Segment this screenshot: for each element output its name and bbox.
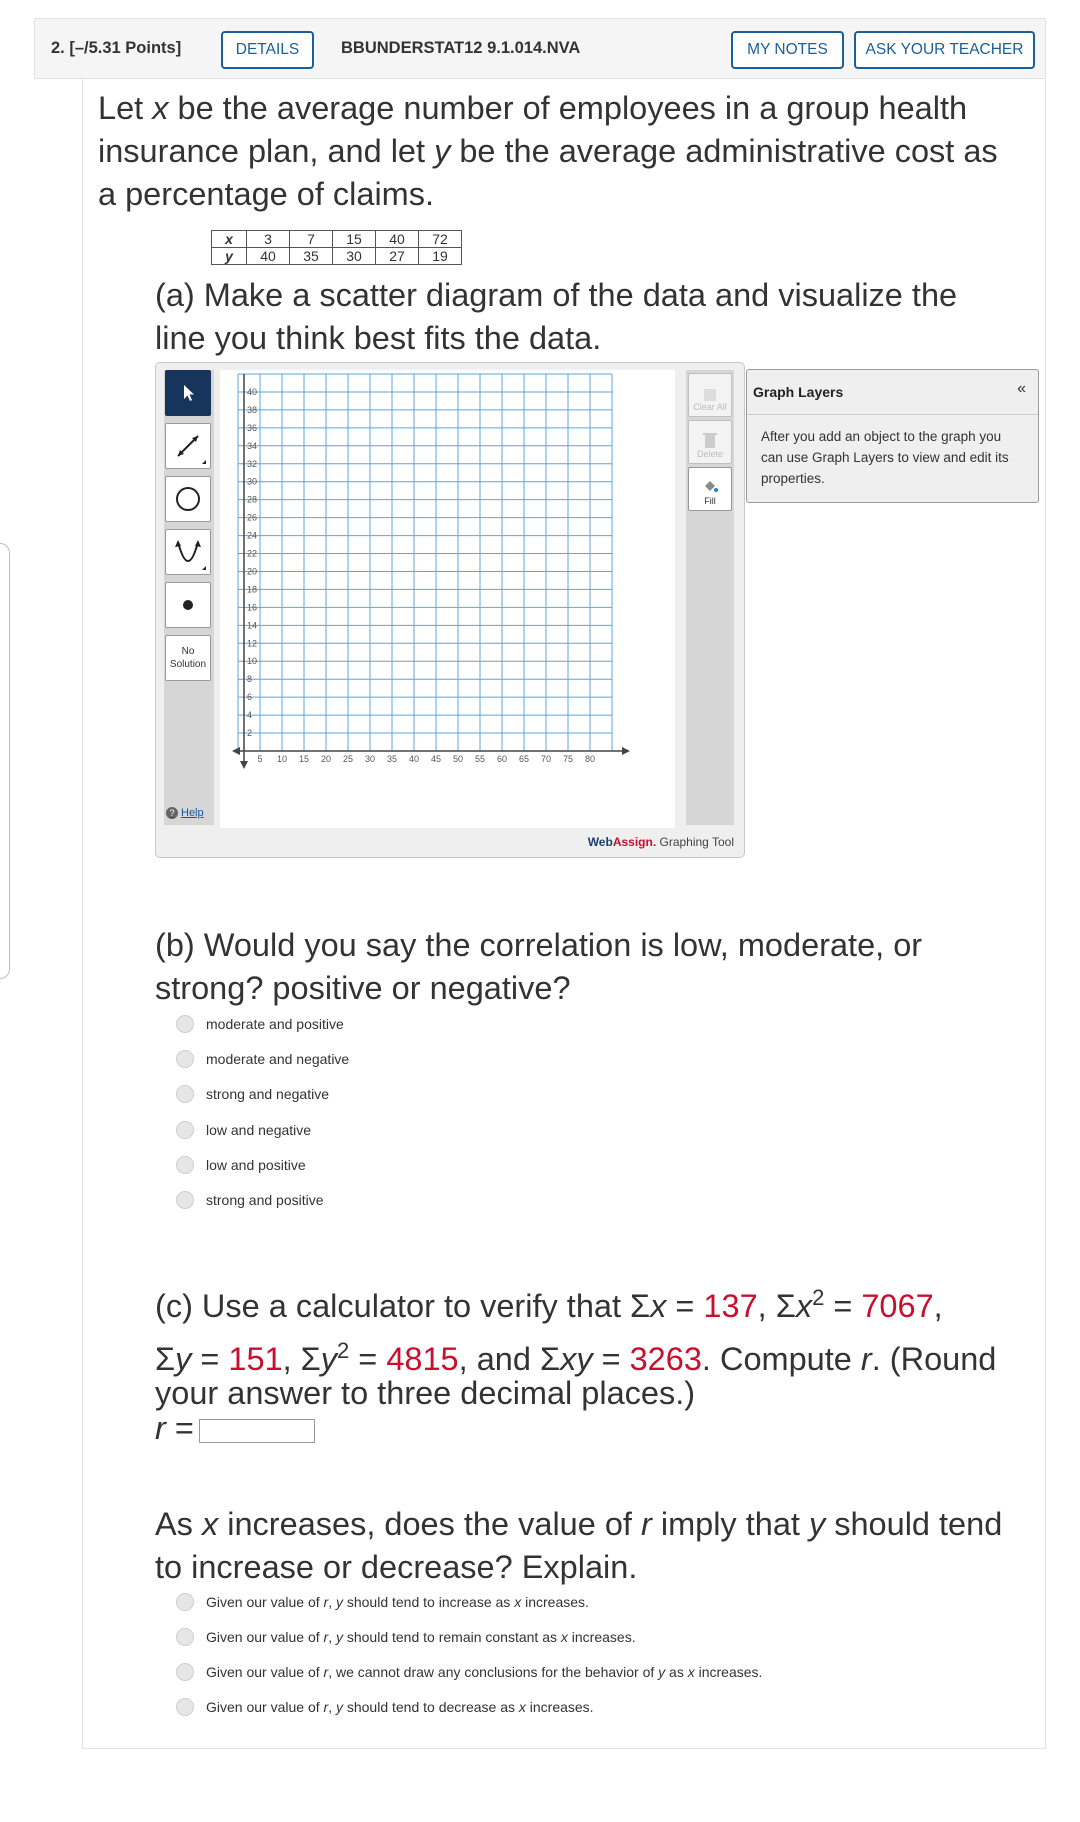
- x-tick-label: 15: [298, 754, 310, 764]
- y-tick-label: 22: [247, 548, 258, 559]
- plot-area[interactable]: [220, 370, 675, 828]
- trash-icon: [702, 431, 718, 449]
- y-value: 40: [247, 248, 290, 265]
- line-tool-button[interactable]: [165, 423, 211, 469]
- y-value: 19: [419, 248, 462, 265]
- x-tick-label: 45: [430, 754, 442, 764]
- graph-layers-panel: [746, 369, 1039, 503]
- part-c-line-2: Σy = 151, $\Sigma y^2 = 4815$, and Σxy = 3263. Compute r. (Round: [155, 1338, 997, 1377]
- part-b-line-2: strong? positive or negative?: [155, 970, 571, 1006]
- part-c-line-1: (c) Use a calculator to verify that Σx = 137, $\Sigma x^2 = 7067$,: [155, 1285, 943, 1324]
- x-value: 7: [290, 231, 333, 248]
- part-c-line-3: your answer to three decimal places.): [155, 1375, 696, 1411]
- y-tick-label: 32: [247, 458, 258, 469]
- radio-option[interactable]: Given our value of r, y should tend to decrease as x increases.: [176, 1698, 594, 1716]
- y-value: 27: [376, 248, 419, 265]
- radio-button[interactable]: [176, 1121, 194, 1139]
- radio-button[interactable]: [176, 1663, 194, 1681]
- x-header: x: [212, 231, 247, 248]
- point-tool-button[interactable]: [165, 582, 211, 628]
- parabola-tool-button[interactable]: [165, 529, 211, 575]
- x-tick-label: 5: [257, 754, 263, 764]
- y-tick-label: 40: [247, 386, 258, 397]
- y-tick-label: 12: [247, 638, 258, 649]
- question-number: 2. [–/5.31 Points]: [51, 39, 182, 57]
- x-axis-arrow-left: [232, 747, 240, 755]
- y-tick-label: 8: [247, 674, 253, 685]
- y-tick-label: 26: [247, 512, 258, 523]
- radio-option[interactable]: moderate and positive: [176, 1015, 344, 1033]
- radio-button[interactable]: [176, 1015, 194, 1033]
- x-tick-label: 20: [320, 754, 332, 764]
- graphing-tool: [155, 362, 745, 858]
- radio-option[interactable]: Given our value of r, y should tend to increase as x increases.: [176, 1593, 589, 1611]
- radio-button[interactable]: [176, 1050, 194, 1068]
- coordinate-grid[interactable]: [220, 370, 675, 828]
- details-button[interactable]: DETAILS: [221, 31, 314, 69]
- x-tick-label: 50: [452, 754, 464, 764]
- no-solution-label: No Solution: [169, 646, 207, 670]
- radio-option[interactable]: Given our value of r, we cannot draw any conclusions for the behavior of y as x increases.: [176, 1663, 762, 1681]
- r-answer-input[interactable]: [199, 1419, 315, 1443]
- r-label: r =: [155, 1410, 194, 1446]
- radio-option[interactable]: low and positive: [176, 1156, 306, 1174]
- pointer-icon: [179, 383, 197, 403]
- paint-bucket-icon: [701, 478, 719, 496]
- y-header: y: [212, 248, 247, 265]
- radio-option[interactable]: Given our value of r, y should tend to remain constant as x increases.: [176, 1628, 636, 1646]
- y-tick-label: 36: [247, 422, 258, 433]
- x-tick-label: 40: [408, 754, 420, 764]
- help-icon: ?: [166, 807, 178, 819]
- part-d-line-2: to increase or decrease? Explain.: [155, 1549, 638, 1585]
- help-link[interactable]: ? Help: [166, 807, 204, 819]
- y-value: 30: [333, 248, 376, 265]
- radio-option[interactable]: strong and positive: [176, 1191, 324, 1209]
- y-tick-label: 24: [247, 530, 258, 541]
- x-axis-arrow: [622, 747, 630, 755]
- x-tick-label: 55: [474, 754, 486, 764]
- x-tick-label: 25: [342, 754, 354, 764]
- ask-your-teacher-button[interactable]: ASK YOUR TEACHER: [854, 31, 1035, 69]
- circle-tool-button[interactable]: [165, 476, 211, 522]
- y-tick-label: 6: [247, 692, 253, 703]
- question-header: [34, 18, 1046, 79]
- part-b-line-1: (b) Would you say the correlation is low, moderate, or: [155, 927, 923, 963]
- divider: [747, 414, 1038, 415]
- parabola-icon: [168, 532, 208, 572]
- no-solution-button[interactable]: [165, 635, 211, 681]
- radio-option[interactable]: low and negative: [176, 1121, 311, 1139]
- my-notes-button[interactable]: MY NOTES: [731, 31, 844, 69]
- x-tick-label: 65: [518, 754, 530, 764]
- x-tick-label: 75: [562, 754, 574, 764]
- x-value: 40: [376, 231, 419, 248]
- x-tick-label: 35: [386, 754, 398, 764]
- data-table: [211, 230, 462, 265]
- radio-button[interactable]: [176, 1191, 194, 1209]
- radio-button[interactable]: [176, 1628, 194, 1646]
- y-tick-label: 14: [247, 620, 258, 631]
- collapse-icon[interactable]: «: [1017, 380, 1026, 397]
- intro-line-3: a percentage of claims.: [98, 176, 435, 212]
- x-tick-label: 70: [540, 754, 552, 764]
- x-tick-label: 80: [584, 754, 596, 764]
- y-tick-label: 28: [247, 494, 258, 505]
- delete-button[interactable]: Delete: [688, 420, 732, 464]
- y-tick-label: 18: [247, 584, 258, 595]
- y-tick-label: 38: [247, 404, 258, 415]
- intro-line-1: Let x be the average number of employees in a group health: [98, 90, 968, 126]
- action-palette: [686, 370, 734, 825]
- y-tick-label: 20: [247, 566, 258, 577]
- x-value: 3: [247, 231, 290, 248]
- x-tick-label: 30: [364, 754, 376, 764]
- radio-option[interactable]: strong and negative: [176, 1085, 329, 1103]
- part-a-line-1: (a) Make a scatter diagram of the data and visualize the: [155, 277, 958, 313]
- y-tick-label: 10: [247, 656, 258, 667]
- circle-icon: [173, 484, 203, 514]
- pointer-tool-button[interactable]: [165, 370, 211, 416]
- question-code: BBUNDERSTAT12 9.1.014.NVA: [341, 39, 581, 57]
- graph-layers-description: After you add an object to the graph you can use Graph Layers to view and edit its properties.: [761, 429, 1009, 486]
- x-value: 15: [333, 231, 376, 248]
- radio-button[interactable]: [176, 1698, 194, 1716]
- y-tick-label: 2: [247, 728, 253, 739]
- y-value: 35: [290, 248, 333, 265]
- side-panel-edge: [0, 543, 10, 979]
- y-tick-label: 30: [247, 476, 258, 487]
- radio-option[interactable]: moderate and negative: [176, 1050, 349, 1068]
- line-icon: [168, 426, 208, 466]
- x-tick-label: 60: [496, 754, 508, 764]
- y-tick-label: 34: [247, 440, 258, 451]
- tool-palette: [164, 370, 214, 825]
- y-tick-label: 4: [247, 710, 253, 721]
- point-icon: [180, 597, 196, 613]
- part-a-line-2: line you think best fits the data.: [155, 320, 602, 356]
- clear-all-button[interactable]: Clear All: [688, 373, 732, 417]
- intro-line-2: insurance plan, and let y be the average administrative cost as: [98, 133, 998, 169]
- y-row: [212, 248, 462, 265]
- clear-all-icon: [703, 388, 717, 402]
- radio-button[interactable]: [176, 1085, 194, 1103]
- y-axis-arrow: [240, 761, 248, 769]
- y-tick-label: 16: [247, 602, 258, 613]
- webassign-brand: WebAssign. Graphing Tool: [587, 835, 734, 849]
- part-d-line-1: As x increases, does the value of r imply that y should tend: [155, 1506, 1003, 1542]
- x-row: [212, 231, 462, 248]
- x-value: 72: [419, 231, 462, 248]
- fill-button[interactable]: Fill: [688, 467, 732, 511]
- radio-button[interactable]: [176, 1156, 194, 1174]
- radio-button[interactable]: [176, 1593, 194, 1611]
- x-tick-label: 10: [276, 754, 288, 764]
- graph-layers-title: Graph Layers: [753, 384, 844, 400]
